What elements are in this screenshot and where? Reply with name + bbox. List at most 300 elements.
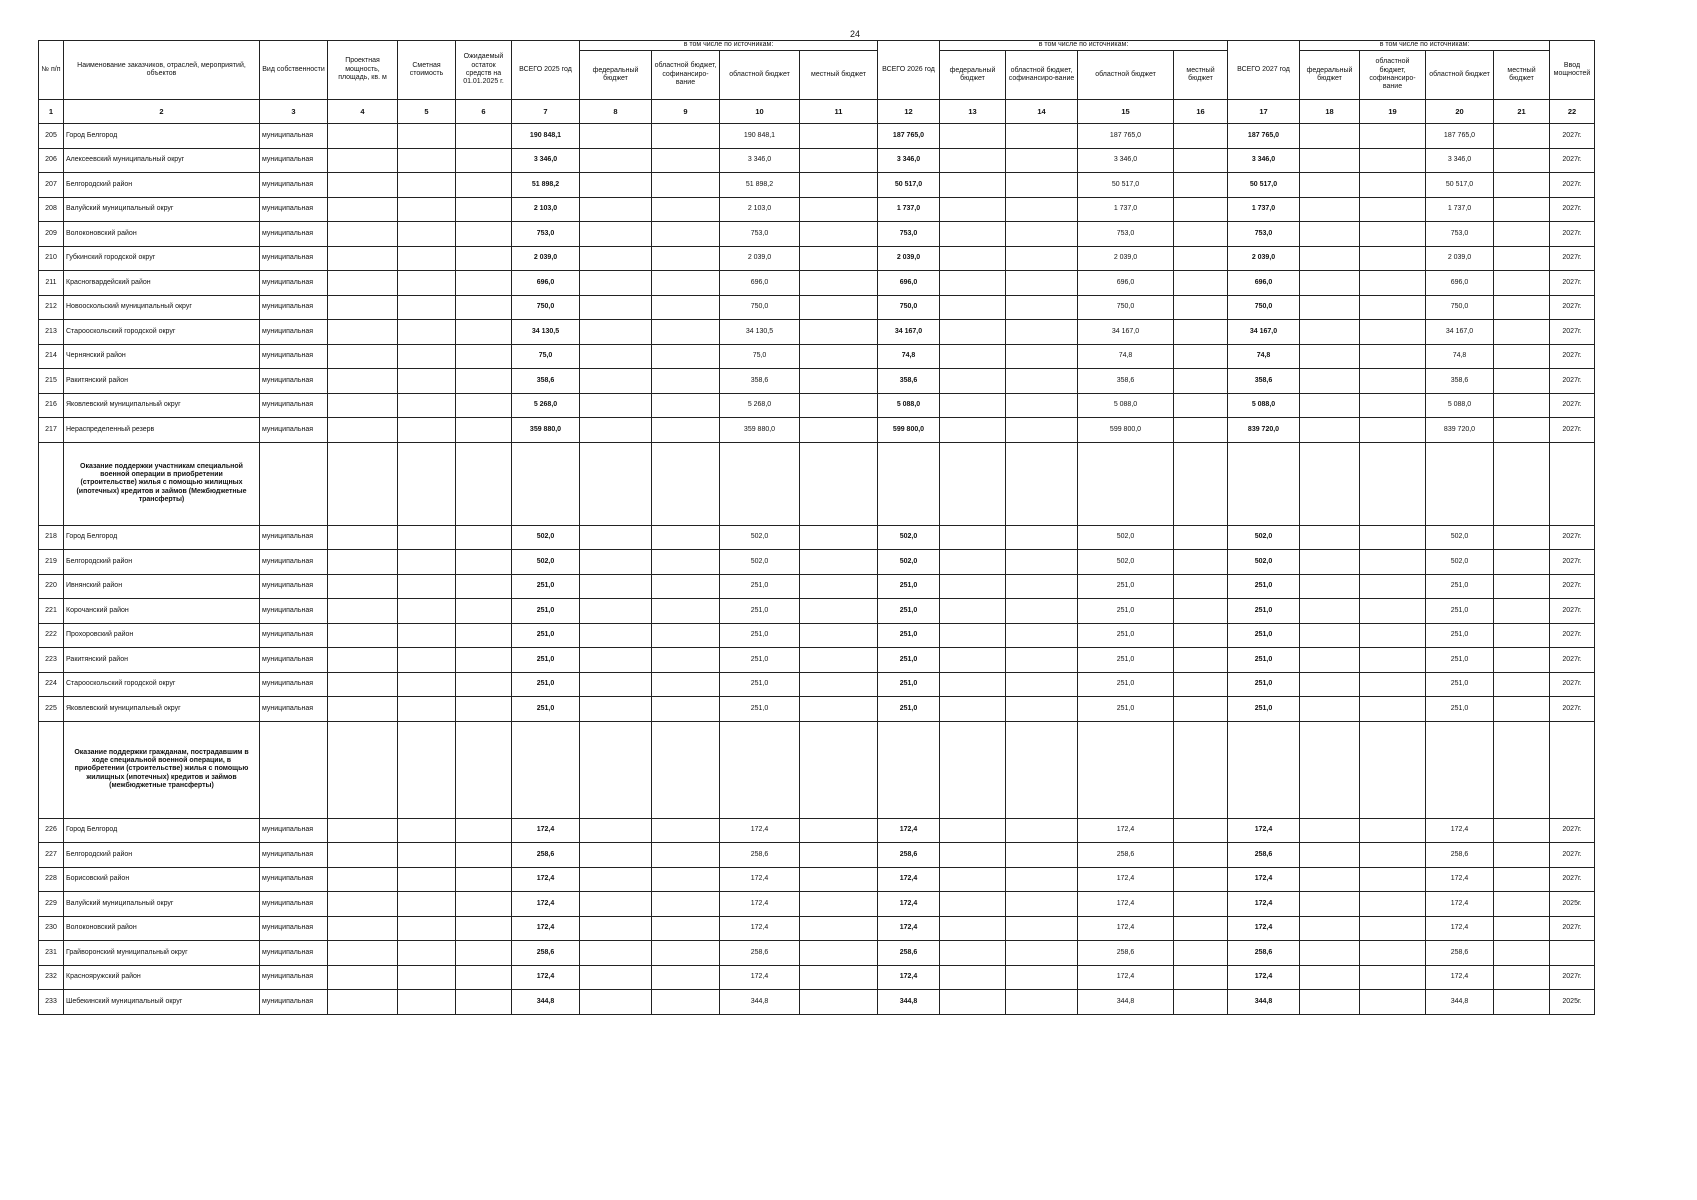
row-name: Шебекинский муниципальный округ bbox=[64, 990, 260, 1015]
commissioning-year: 2027г. bbox=[1550, 197, 1595, 222]
capacity-cell bbox=[328, 197, 398, 222]
column-number: 20 bbox=[1426, 100, 1494, 124]
total-2027: 50 517,0 bbox=[1228, 173, 1300, 198]
table-row bbox=[39, 295, 1595, 320]
table-row bbox=[39, 320, 1595, 345]
federal-2027 bbox=[1300, 648, 1360, 673]
total-2026: 172,4 bbox=[878, 965, 940, 990]
table-row bbox=[39, 574, 1595, 599]
local-2027 bbox=[1494, 550, 1550, 575]
empty-cell bbox=[398, 721, 456, 818]
total-2026: 251,0 bbox=[878, 672, 940, 697]
row-ownership: муниципальная bbox=[260, 599, 328, 624]
remainder-cell bbox=[456, 393, 512, 418]
capacity-cell bbox=[328, 369, 398, 394]
regional-cofin-2025 bbox=[652, 173, 720, 198]
empty-cell bbox=[1228, 442, 1300, 525]
remainder-cell bbox=[456, 818, 512, 843]
local-2027 bbox=[1494, 418, 1550, 443]
federal-2027 bbox=[1300, 867, 1360, 892]
federal-2025 bbox=[580, 672, 652, 697]
regional-2026: 358,6 bbox=[1078, 369, 1174, 394]
row-ownership: муниципальная bbox=[260, 916, 328, 941]
federal-2027 bbox=[1300, 574, 1360, 599]
total-2026: 502,0 bbox=[878, 550, 940, 575]
estimate-cell bbox=[398, 222, 456, 247]
regional-cofin-2027 bbox=[1360, 867, 1426, 892]
estimate-cell bbox=[398, 271, 456, 296]
regional-2026: 187 765,0 bbox=[1078, 124, 1174, 149]
local-2025 bbox=[800, 965, 878, 990]
total-2025: 2 103,0 bbox=[512, 197, 580, 222]
federal-2026 bbox=[940, 344, 1006, 369]
empty-cell bbox=[456, 721, 512, 818]
column-number: 19 bbox=[1360, 100, 1426, 124]
regional-cofin-2026 bbox=[1006, 818, 1078, 843]
regional-cofin-2027 bbox=[1360, 369, 1426, 394]
total-2027: 344,8 bbox=[1228, 990, 1300, 1015]
remainder-cell bbox=[456, 965, 512, 990]
capacity-cell bbox=[328, 892, 398, 917]
column-number: 5 bbox=[398, 100, 456, 124]
total-2026: 172,4 bbox=[878, 916, 940, 941]
empty-cell bbox=[800, 721, 878, 818]
local-2027 bbox=[1494, 393, 1550, 418]
row-name: Ивнянский район bbox=[64, 574, 260, 599]
capacity-cell bbox=[328, 393, 398, 418]
total-2027: 172,4 bbox=[1228, 965, 1300, 990]
local-2026 bbox=[1174, 320, 1228, 345]
total-2026: 50 517,0 bbox=[878, 173, 940, 198]
regional-cofin-2027 bbox=[1360, 892, 1426, 917]
federal-2027 bbox=[1300, 295, 1360, 320]
regional-cofin-2027 bbox=[1360, 418, 1426, 443]
total-2026: 251,0 bbox=[878, 599, 940, 624]
federal-2026 bbox=[940, 818, 1006, 843]
regional-2026: 696,0 bbox=[1078, 271, 1174, 296]
row-ownership: муниципальная bbox=[260, 892, 328, 917]
regional-2025: 258,6 bbox=[720, 843, 800, 868]
estimate-cell bbox=[398, 990, 456, 1015]
estimate-cell bbox=[398, 867, 456, 892]
row-number: 217 bbox=[39, 418, 64, 443]
remainder-cell bbox=[456, 599, 512, 624]
table-row bbox=[39, 867, 1595, 892]
total-2026: 599 800,0 bbox=[878, 418, 940, 443]
federal-2027 bbox=[1300, 550, 1360, 575]
total-2027: 258,6 bbox=[1228, 941, 1300, 966]
local-2026 bbox=[1174, 295, 1228, 320]
regional-2025: 502,0 bbox=[720, 525, 800, 550]
regional-2027: 258,6 bbox=[1426, 843, 1494, 868]
commissioning-year: 2027г. bbox=[1550, 393, 1595, 418]
commissioning-year: 2027г. bbox=[1550, 525, 1595, 550]
local-2025 bbox=[800, 623, 878, 648]
header-estimate: Сметная стоимость bbox=[398, 41, 456, 100]
total-2025: 172,4 bbox=[512, 818, 580, 843]
regional-2027: 696,0 bbox=[1426, 271, 1494, 296]
row-name: Ракитянский район bbox=[64, 369, 260, 394]
remainder-cell bbox=[456, 222, 512, 247]
regional-cofin-2025 bbox=[652, 672, 720, 697]
regional-cofin-2025 bbox=[652, 246, 720, 271]
capacity-cell bbox=[328, 525, 398, 550]
total-2026: 172,4 bbox=[878, 892, 940, 917]
row-name: Губкинский городской округ bbox=[64, 246, 260, 271]
federal-2026 bbox=[940, 148, 1006, 173]
local-2025 bbox=[800, 295, 878, 320]
total-2025: 344,8 bbox=[512, 990, 580, 1015]
row-name: Новооскольский муниципальный округ bbox=[64, 295, 260, 320]
local-2025 bbox=[800, 697, 878, 722]
column-number: 11 bbox=[800, 100, 878, 124]
remainder-cell bbox=[456, 697, 512, 722]
column-number: 22 bbox=[1550, 100, 1595, 124]
row-number: 211 bbox=[39, 271, 64, 296]
total-2027: 1 737,0 bbox=[1228, 197, 1300, 222]
regional-cofin-2027 bbox=[1360, 295, 1426, 320]
row-name: Старооскольский городской округ bbox=[64, 672, 260, 697]
regional-2025: 172,4 bbox=[720, 818, 800, 843]
regional-2027: 172,4 bbox=[1426, 818, 1494, 843]
local-2026 bbox=[1174, 393, 1228, 418]
regional-2026: 172,4 bbox=[1078, 867, 1174, 892]
capacity-cell bbox=[328, 990, 398, 1015]
estimate-cell bbox=[398, 623, 456, 648]
federal-2025 bbox=[580, 990, 652, 1015]
total-2025: 51 898,2 bbox=[512, 173, 580, 198]
total-2027: 750,0 bbox=[1228, 295, 1300, 320]
table-row bbox=[39, 697, 1595, 722]
capacity-cell bbox=[328, 916, 398, 941]
regional-2027: 50 517,0 bbox=[1426, 173, 1494, 198]
total-2027: 34 167,0 bbox=[1228, 320, 1300, 345]
empty-cell bbox=[940, 721, 1006, 818]
empty-cell bbox=[720, 721, 800, 818]
regional-cofin-2027 bbox=[1360, 525, 1426, 550]
capacity-cell bbox=[328, 173, 398, 198]
regional-cofin-2026 bbox=[1006, 843, 1078, 868]
total-2026: 3 346,0 bbox=[878, 148, 940, 173]
federal-2026 bbox=[940, 574, 1006, 599]
local-2026 bbox=[1174, 550, 1228, 575]
regional-cofin-2027 bbox=[1360, 916, 1426, 941]
regional-2026: 251,0 bbox=[1078, 574, 1174, 599]
estimate-cell bbox=[398, 525, 456, 550]
federal-2026 bbox=[940, 320, 1006, 345]
regional-cofin-2026 bbox=[1006, 990, 1078, 1015]
commissioning-year: 2027г. bbox=[1550, 818, 1595, 843]
federal-2025 bbox=[580, 271, 652, 296]
capacity-cell bbox=[328, 148, 398, 173]
row-number: 222 bbox=[39, 623, 64, 648]
table-row bbox=[39, 148, 1595, 173]
table-row bbox=[39, 892, 1595, 917]
empty-cell bbox=[1174, 721, 1228, 818]
federal-2027 bbox=[1300, 599, 1360, 624]
regional-cofin-2025 bbox=[652, 623, 720, 648]
commissioning-year: 2025г. bbox=[1550, 892, 1595, 917]
regional-2026: 344,8 bbox=[1078, 990, 1174, 1015]
section-title: Оказание поддержки участникам специальной военной операции в приобретении (строительстве) жилья с помощью жилищных (ипотечных) кредитов и займов (Межбюджетные трансферты) bbox=[64, 442, 260, 525]
remainder-cell bbox=[456, 418, 512, 443]
regional-2025: 190 848,1 bbox=[720, 124, 800, 149]
column-number: 18 bbox=[1300, 100, 1360, 124]
estimate-cell bbox=[398, 672, 456, 697]
federal-2025 bbox=[580, 148, 652, 173]
table-row bbox=[39, 965, 1595, 990]
regional-2025: 258,6 bbox=[720, 941, 800, 966]
total-2027: 258,6 bbox=[1228, 843, 1300, 868]
estimate-cell bbox=[398, 941, 456, 966]
regional-2025: 750,0 bbox=[720, 295, 800, 320]
federal-2026 bbox=[940, 843, 1006, 868]
row-number: 207 bbox=[39, 173, 64, 198]
table-row bbox=[39, 246, 1595, 271]
total-2025: 502,0 bbox=[512, 550, 580, 575]
commissioning-year: 2027г. bbox=[1550, 271, 1595, 296]
commissioning-year: 2027г. bbox=[1550, 344, 1595, 369]
remainder-cell bbox=[456, 246, 512, 271]
local-2025 bbox=[800, 320, 878, 345]
regional-2027: 34 167,0 bbox=[1426, 320, 1494, 345]
column-number: 13 bbox=[940, 100, 1006, 124]
local-2025 bbox=[800, 867, 878, 892]
local-2026 bbox=[1174, 246, 1228, 271]
page-number: 24 bbox=[850, 29, 861, 39]
local-2025 bbox=[800, 843, 878, 868]
total-2027: 172,4 bbox=[1228, 892, 1300, 917]
column-number: 1 bbox=[39, 100, 64, 124]
regional-2027: 187 765,0 bbox=[1426, 124, 1494, 149]
header-total-2026: ВСЕГО 2026 год bbox=[878, 41, 940, 100]
local-2026 bbox=[1174, 623, 1228, 648]
federal-2025 bbox=[580, 648, 652, 673]
capacity-cell bbox=[328, 246, 398, 271]
remainder-cell bbox=[456, 344, 512, 369]
regional-cofin-2025 bbox=[652, 648, 720, 673]
regional-cofin-2025 bbox=[652, 867, 720, 892]
regional-2025: 51 898,2 bbox=[720, 173, 800, 198]
commissioning-year: 2027г. bbox=[1550, 418, 1595, 443]
total-2025: 750,0 bbox=[512, 295, 580, 320]
remainder-cell bbox=[456, 623, 512, 648]
local-2027 bbox=[1494, 672, 1550, 697]
regional-2026: 2 039,0 bbox=[1078, 246, 1174, 271]
federal-2025 bbox=[580, 246, 652, 271]
table-row bbox=[39, 941, 1595, 966]
regional-cofin-2026 bbox=[1006, 197, 1078, 222]
federal-2025 bbox=[580, 197, 652, 222]
total-2027: 251,0 bbox=[1228, 574, 1300, 599]
total-2026: 502,0 bbox=[878, 525, 940, 550]
federal-2025 bbox=[580, 623, 652, 648]
commissioning-year: 2027г. bbox=[1550, 697, 1595, 722]
row-number: 220 bbox=[39, 574, 64, 599]
total-2026: 358,6 bbox=[878, 369, 940, 394]
local-2026 bbox=[1174, 222, 1228, 247]
row-name: Яковлевский муниципальный округ bbox=[64, 697, 260, 722]
commissioning-year bbox=[1550, 941, 1595, 966]
federal-2027 bbox=[1300, 222, 1360, 247]
regional-cofin-2025 bbox=[652, 197, 720, 222]
federal-2027 bbox=[1300, 246, 1360, 271]
remainder-cell bbox=[456, 990, 512, 1015]
row-name: Город Белгород bbox=[64, 818, 260, 843]
estimate-cell bbox=[398, 148, 456, 173]
header-federal-2025: федеральный бюджет bbox=[580, 51, 652, 100]
regional-2025: 502,0 bbox=[720, 550, 800, 575]
federal-2026 bbox=[940, 369, 1006, 394]
empty-cell bbox=[1360, 442, 1426, 525]
federal-2026 bbox=[940, 393, 1006, 418]
section-header-row bbox=[39, 721, 1595, 818]
row-name: Старооскольский городской округ bbox=[64, 320, 260, 345]
federal-2026 bbox=[940, 525, 1006, 550]
regional-2026: 258,6 bbox=[1078, 941, 1174, 966]
local-2027 bbox=[1494, 197, 1550, 222]
total-2025: 753,0 bbox=[512, 222, 580, 247]
regional-cofin-2026 bbox=[1006, 599, 1078, 624]
local-2026 bbox=[1174, 173, 1228, 198]
regional-2026: 502,0 bbox=[1078, 525, 1174, 550]
local-2027 bbox=[1494, 148, 1550, 173]
total-2026: 258,6 bbox=[878, 843, 940, 868]
table-row bbox=[39, 623, 1595, 648]
regional-cofin-2026 bbox=[1006, 574, 1078, 599]
federal-2026 bbox=[940, 965, 1006, 990]
empty-cell bbox=[1550, 721, 1595, 818]
total-2025: 258,6 bbox=[512, 941, 580, 966]
row-name: Нераспределенный резерв bbox=[64, 418, 260, 443]
column-number: 12 bbox=[878, 100, 940, 124]
empty-cell bbox=[800, 442, 878, 525]
federal-2027 bbox=[1300, 369, 1360, 394]
remainder-cell bbox=[456, 916, 512, 941]
commissioning-year: 2027г. bbox=[1550, 648, 1595, 673]
column-number: 17 bbox=[1228, 100, 1300, 124]
federal-2025 bbox=[580, 574, 652, 599]
federal-2025 bbox=[580, 916, 652, 941]
regional-2025: 359 880,0 bbox=[720, 418, 800, 443]
local-2025 bbox=[800, 818, 878, 843]
header-sources-2025: в том числе по источникам: bbox=[580, 41, 878, 51]
remainder-cell bbox=[456, 148, 512, 173]
total-2027: 5 088,0 bbox=[1228, 393, 1300, 418]
regional-2025: 251,0 bbox=[720, 697, 800, 722]
row-name: Волоконовский район bbox=[64, 222, 260, 247]
row-ownership: муниципальная bbox=[260, 271, 328, 296]
federal-2027 bbox=[1300, 525, 1360, 550]
federal-2025 bbox=[580, 941, 652, 966]
regional-cofin-2026 bbox=[1006, 550, 1078, 575]
commissioning-year: 2027г. bbox=[1550, 623, 1595, 648]
commissioning-year: 2027г. bbox=[1550, 867, 1595, 892]
local-2025 bbox=[800, 418, 878, 443]
regional-cofin-2026 bbox=[1006, 965, 1078, 990]
total-2026: 172,4 bbox=[878, 818, 940, 843]
empty-cell bbox=[1494, 721, 1550, 818]
regional-cofin-2025 bbox=[652, 965, 720, 990]
local-2026 bbox=[1174, 648, 1228, 673]
federal-2026 bbox=[940, 550, 1006, 575]
federal-2026 bbox=[940, 599, 1006, 624]
regional-2026: 258,6 bbox=[1078, 843, 1174, 868]
capacity-cell bbox=[328, 697, 398, 722]
row-ownership: муниципальная bbox=[260, 124, 328, 149]
federal-2025 bbox=[580, 418, 652, 443]
regional-2025: 251,0 bbox=[720, 672, 800, 697]
local-2026 bbox=[1174, 843, 1228, 868]
row-ownership: муниципальная bbox=[260, 418, 328, 443]
regional-cofin-2025 bbox=[652, 295, 720, 320]
local-2027 bbox=[1494, 965, 1550, 990]
empty-cell bbox=[1174, 442, 1228, 525]
row-number: 223 bbox=[39, 648, 64, 673]
empty-cell bbox=[878, 442, 940, 525]
total-2026: 34 167,0 bbox=[878, 320, 940, 345]
federal-2025 bbox=[580, 295, 652, 320]
regional-2025: 34 130,5 bbox=[720, 320, 800, 345]
local-2026 bbox=[1174, 697, 1228, 722]
estimate-cell bbox=[398, 369, 456, 394]
regional-2025: 358,6 bbox=[720, 369, 800, 394]
estimate-cell bbox=[398, 124, 456, 149]
local-2025 bbox=[800, 599, 878, 624]
header-local-2026: местный бюджет bbox=[1174, 51, 1228, 100]
row-ownership: муниципальная bbox=[260, 222, 328, 247]
column-number: 6 bbox=[456, 100, 512, 124]
row-ownership: муниципальная bbox=[260, 697, 328, 722]
capacity-cell bbox=[328, 941, 398, 966]
row-ownership: муниципальная bbox=[260, 344, 328, 369]
local-2026 bbox=[1174, 990, 1228, 1015]
federal-2025 bbox=[580, 124, 652, 149]
header-sources-2026: в том числе по источникам: bbox=[940, 41, 1228, 51]
commissioning-year: 2027г. bbox=[1550, 843, 1595, 868]
capacity-cell bbox=[328, 672, 398, 697]
regional-2026: 753,0 bbox=[1078, 222, 1174, 247]
table-row bbox=[39, 124, 1595, 149]
total-2027: 2 039,0 bbox=[1228, 246, 1300, 271]
row-ownership: муниципальная bbox=[260, 990, 328, 1015]
regional-2025: 251,0 bbox=[720, 623, 800, 648]
empty-cell bbox=[398, 442, 456, 525]
empty-cell bbox=[456, 442, 512, 525]
regional-cofin-2027 bbox=[1360, 697, 1426, 722]
regional-cofin-2025 bbox=[652, 148, 720, 173]
regional-2026: 599 800,0 bbox=[1078, 418, 1174, 443]
total-2025: 359 880,0 bbox=[512, 418, 580, 443]
total-2026: 258,6 bbox=[878, 941, 940, 966]
regional-2026: 172,4 bbox=[1078, 892, 1174, 917]
federal-2026 bbox=[940, 246, 1006, 271]
commissioning-year: 2027г. bbox=[1550, 124, 1595, 149]
header-commissioning: Ввод мощностей bbox=[1550, 41, 1595, 100]
commissioning-year: 2025г. bbox=[1550, 990, 1595, 1015]
regional-cofin-2027 bbox=[1360, 941, 1426, 966]
regional-2026: 172,4 bbox=[1078, 965, 1174, 990]
regional-cofin-2025 bbox=[652, 916, 720, 941]
estimate-cell bbox=[398, 818, 456, 843]
empty-cell bbox=[328, 721, 398, 818]
regional-cofin-2026 bbox=[1006, 344, 1078, 369]
regional-cofin-2026 bbox=[1006, 271, 1078, 296]
total-2027: 839 720,0 bbox=[1228, 418, 1300, 443]
row-ownership: муниципальная bbox=[260, 818, 328, 843]
federal-2026 bbox=[940, 623, 1006, 648]
total-2026: 251,0 bbox=[878, 648, 940, 673]
